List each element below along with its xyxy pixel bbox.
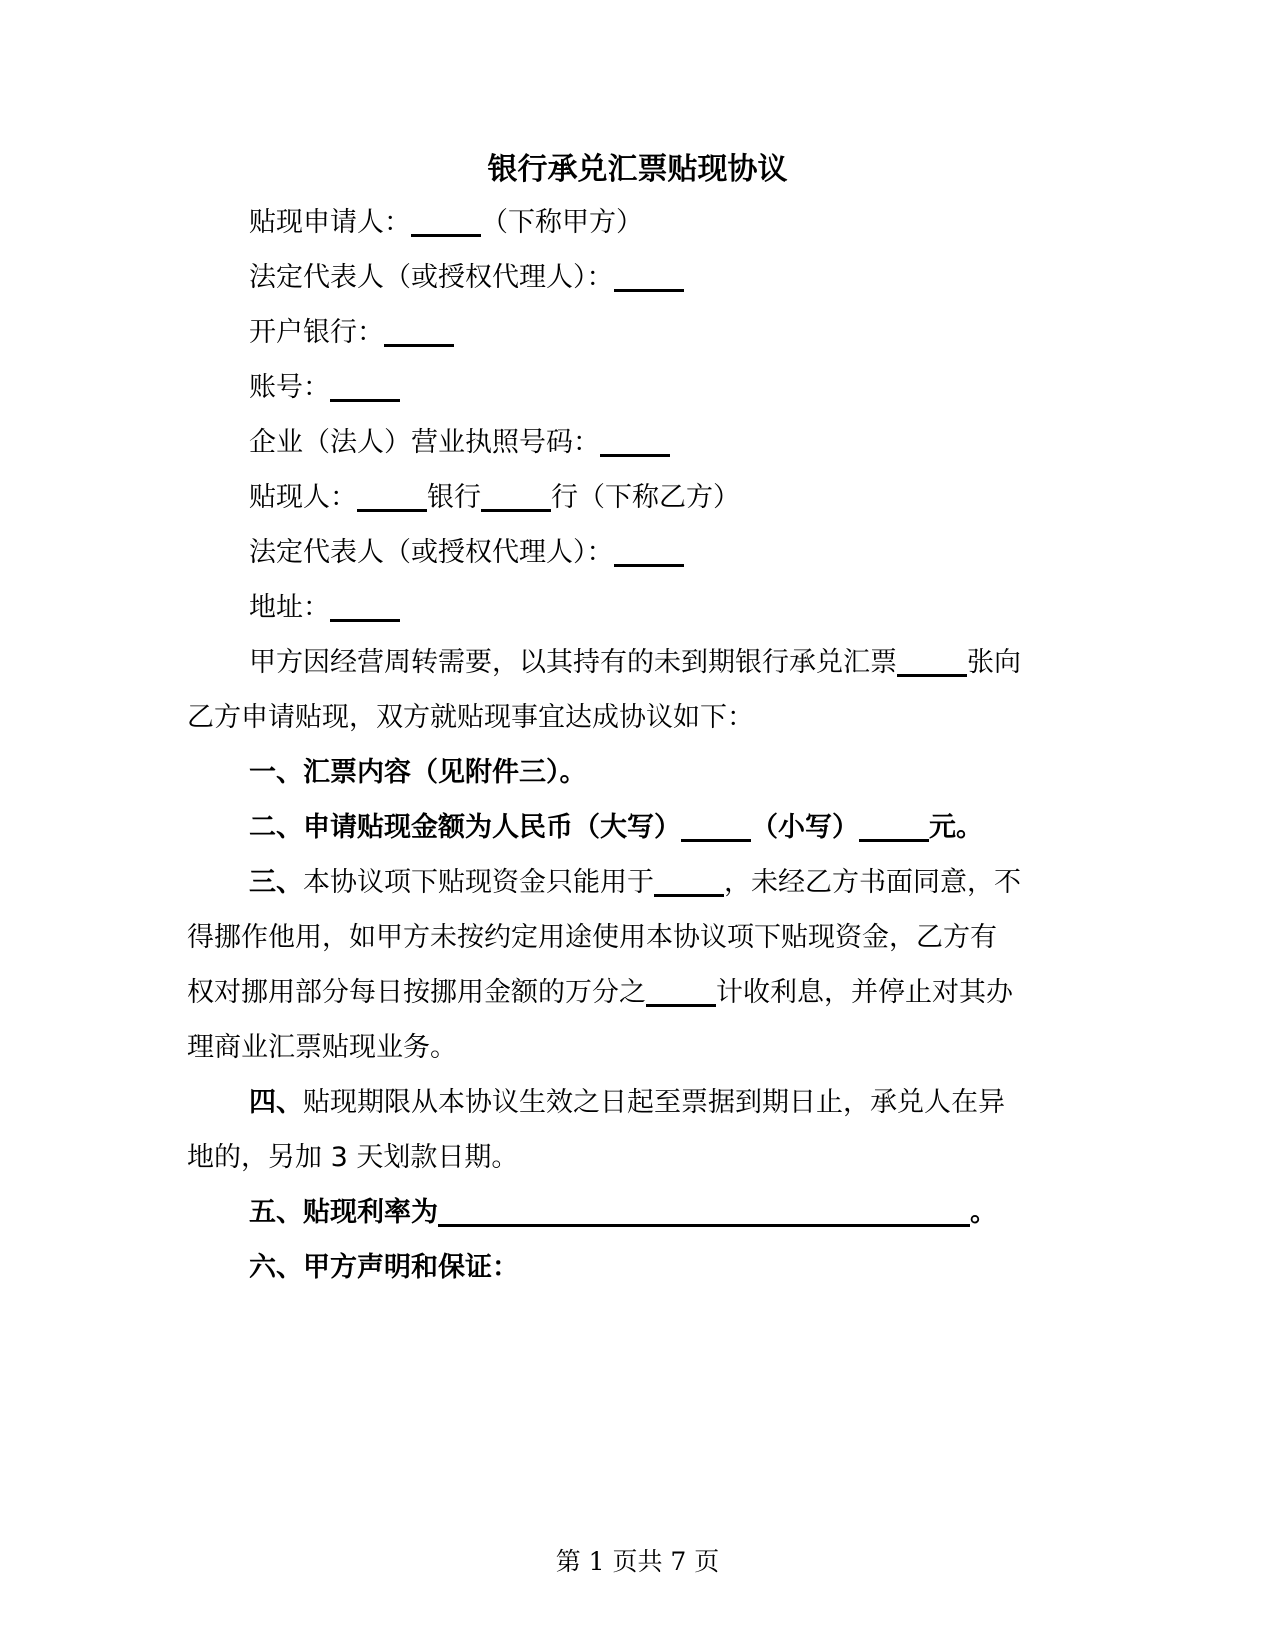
clause-3-line-3 bbox=[187, 973, 1087, 1013]
clause-3-text-2: 得挪作他用，如甲方未按约定用途使用本协议项下贴现资金，乙方有 bbox=[187, 922, 997, 953]
clause-5-text-b: 。 bbox=[970, 1197, 997, 1228]
clause-3-line-4 bbox=[187, 1028, 1087, 1068]
clause-3-text-1b: ，未经乙方书面同意，不 bbox=[724, 867, 1021, 898]
discounter-line bbox=[187, 478, 1149, 518]
document-title: 银行承兑汇票贴现协议 bbox=[487, 152, 788, 187]
intro-line-1 bbox=[187, 643, 1149, 683]
intro-text-2: 乙方申请贴现，双方就贴现事宜达成协议如下： bbox=[187, 702, 754, 733]
page-footer: 第 1 页共 7 页 bbox=[555, 1547, 720, 1576]
clause-3-blank-2 bbox=[646, 974, 716, 1007]
legal-rep-b-blank bbox=[614, 534, 684, 567]
license-line bbox=[187, 423, 1149, 463]
legal-rep-a-blank bbox=[614, 259, 684, 292]
clause-5 bbox=[187, 1193, 1149, 1233]
clause-2-text-c: 元。 bbox=[929, 812, 983, 843]
discounter-mid: 银行 bbox=[427, 482, 481, 513]
intro-text-1a: 甲方因经营周转需要，以其持有的未到期银行承兑汇票 bbox=[249, 647, 897, 678]
bank-blank bbox=[384, 314, 454, 347]
clause-4-line-1 bbox=[187, 1083, 1149, 1123]
bank-label: 开户银行： bbox=[249, 317, 384, 348]
clause-3-text-3a: 权对挪用部分每日按挪用金额的万分之 bbox=[187, 977, 646, 1008]
applicant-suffix: （下称甲方） bbox=[481, 207, 643, 238]
license-blank bbox=[600, 424, 670, 457]
address-line bbox=[187, 588, 1149, 628]
clause-3-text-4: 理商业汇票贴现业务。 bbox=[187, 1032, 457, 1063]
clause-4-number: 四、 bbox=[249, 1087, 303, 1118]
applicant-line bbox=[187, 203, 1149, 243]
clause-4-text-2: 地的，另加 3 天划款日期。 bbox=[187, 1142, 519, 1173]
clause-3-line-2 bbox=[187, 918, 1087, 958]
clause-6 bbox=[187, 1248, 1149, 1288]
legal-rep-b-line bbox=[187, 533, 1149, 573]
clause-2-blank-1 bbox=[681, 809, 751, 842]
account-label: 账号： bbox=[249, 372, 330, 403]
legal-rep-a-label: 法定代表人（或授权代理人）： bbox=[249, 262, 614, 293]
applicant-label: 贴现申请人： bbox=[249, 207, 411, 238]
clause-4-line-2 bbox=[187, 1138, 1087, 1178]
discounter-suffix: 行（下称乙方） bbox=[551, 482, 740, 513]
legal-rep-a-line bbox=[187, 258, 1149, 298]
discounter-blank-2 bbox=[481, 479, 551, 512]
account-blank bbox=[330, 369, 400, 402]
clause-1-text: 一、汇票内容（见附件三）。 bbox=[249, 757, 587, 788]
address-blank bbox=[330, 589, 400, 622]
bank-line bbox=[187, 313, 1149, 353]
clause-2-text-a: 二、申请贴现金额为人民币（大写） bbox=[249, 812, 681, 843]
license-label: 企业（法人）营业执照号码： bbox=[249, 427, 600, 458]
intro-line-2 bbox=[187, 698, 1087, 738]
clause-3-blank-1 bbox=[654, 864, 724, 897]
clause-3-text-1a: 本协议项下贴现资金只能用于 bbox=[303, 867, 654, 898]
clause-5-blank bbox=[438, 1194, 970, 1227]
clause-2-blank-2 bbox=[859, 809, 929, 842]
clause-4-text-1: 贴现期限从本协议生效之日起至票据到期日止，承兑人在异 bbox=[303, 1087, 1005, 1118]
clause-3-text-3b: 计收利息，并停止对其办 bbox=[716, 977, 1013, 1008]
clause-3-line-1 bbox=[187, 863, 1149, 903]
clause-5-text-a: 五、贴现利率为 bbox=[249, 1197, 438, 1228]
clause-2-text-b: （小写） bbox=[751, 812, 859, 843]
legal-rep-b-label: 法定代表人（或授权代理人）： bbox=[249, 537, 614, 568]
intro-blank bbox=[897, 644, 967, 677]
applicant-blank bbox=[411, 204, 481, 237]
account-line bbox=[187, 368, 1149, 408]
clause-6-text: 六、甲方声明和保证： bbox=[249, 1252, 519, 1283]
address-label: 地址： bbox=[249, 592, 330, 623]
intro-text-1b: 张向 bbox=[967, 647, 1021, 678]
clause-3-number: 三、 bbox=[249, 867, 303, 898]
discounter-label: 贴现人： bbox=[249, 482, 357, 513]
clause-2 bbox=[187, 808, 1149, 848]
discounter-blank-1 bbox=[357, 479, 427, 512]
clause-1 bbox=[187, 753, 1149, 793]
